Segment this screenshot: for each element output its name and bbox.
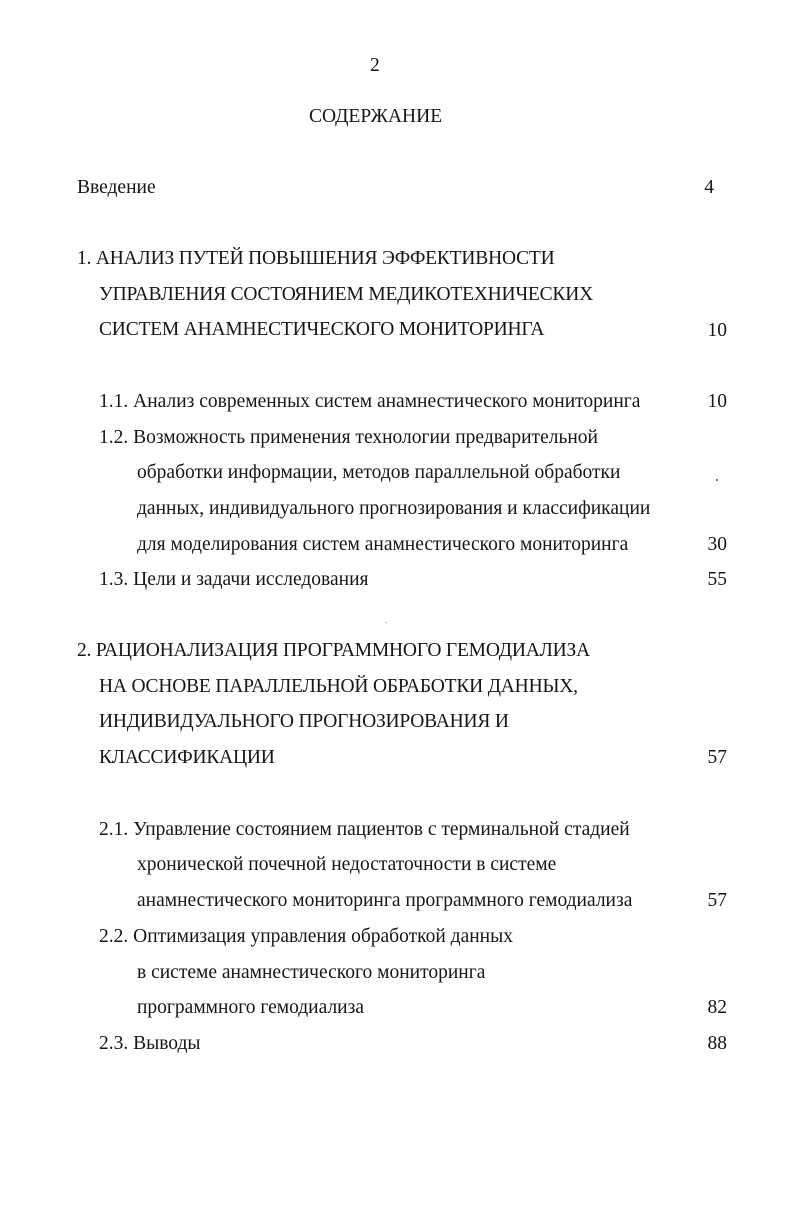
chapter-1-title-line-2: УПРАВЛЕНИЯ СОСТОЯНИЕМ МЕДИКОТЕХНИЧЕСКИХ	[99, 284, 594, 305]
section-2-2-line-1: 2.2. Оптимизация управления обработкой данных	[99, 926, 513, 947]
section-2-1-line-1: 2.1. Управление состоянием пациентов с терминальной стадией	[99, 819, 630, 840]
chapter-2-title-line-2: НА ОСНОВЕ ПАРАЛЛЕЛЬНОЙ ОБРАБОТКИ ДАННЫХ,	[99, 676, 578, 697]
section-2-3-line-1: 2.3. Выводы	[99, 1033, 201, 1054]
section-1-2-page: 30	[707, 534, 727, 555]
chapter-2-title-line-1: 2. РАЦИОНАЛИЗАЦИЯ ПРОГРАММНОГО ГЕМОДИАЛИЗА	[77, 640, 590, 661]
section-2-3-page: 88	[707, 1033, 727, 1054]
chapter-2-page: 57	[707, 747, 727, 768]
section-1-2-line-1: 1.2. Возможность применения технологии предварительной	[99, 427, 598, 448]
chapter-2-title-line-3: ИНДИВИДУАЛЬНОГО ПРОГНОЗИРОВАНИЯ И	[99, 711, 509, 732]
section-1-3-page: 55	[707, 569, 727, 590]
section-1-2-line-2: обработки информации, методов параллельной обработки	[137, 462, 621, 483]
section-1-1-line-1: 1.1. Анализ современных систем анамнестического мониторинга	[99, 391, 641, 412]
section-2-2-line-2: в системе анамнестического мониторинга	[137, 962, 486, 983]
scan-speck	[386, 622, 387, 623]
chapter-1-title-line-3: СИСТЕМ АНАМНЕСТИЧЕСКОГО МОНИТОРИНГА	[99, 319, 545, 340]
section-2-1-line-2: хронической почечной недостаточности в системе	[137, 854, 557, 875]
chapter-1-title-line-1: 1. АНАЛИЗ ПУТЕЙ ПОВЫШЕНИЯ ЭФФЕКТИВНОСТИ	[77, 248, 555, 269]
section-1-1-page: 10	[707, 391, 727, 412]
section-2-1-page: 57	[707, 890, 727, 911]
page-number: 2	[370, 55, 380, 76]
scan-speck	[716, 479, 718, 481]
chapter-2-title-line-4: КЛАССИФИКАЦИИ	[99, 747, 275, 768]
section-2-2-page: 82	[707, 997, 727, 1018]
toc-entry-intro-label: Введение	[77, 177, 156, 198]
section-1-2-line-3: данных, индивидуального прогнозирования и классификации	[137, 498, 651, 519]
chapter-1-page: 10	[707, 320, 727, 341]
section-1-3-line-1: 1.3. Цели и задачи исследования	[99, 569, 369, 590]
toc-title: СОДЕРЖАНИЕ	[309, 106, 443, 127]
section-2-1-line-3: анамнестического мониторинга программного гемодиализа	[137, 890, 633, 911]
section-2-2-line-3: программного гемодиализа	[137, 997, 364, 1018]
toc-entry-intro-page: 4	[704, 177, 714, 198]
section-1-2-line-4: для моделирования систем анамнестического мониторинга	[137, 534, 629, 555]
